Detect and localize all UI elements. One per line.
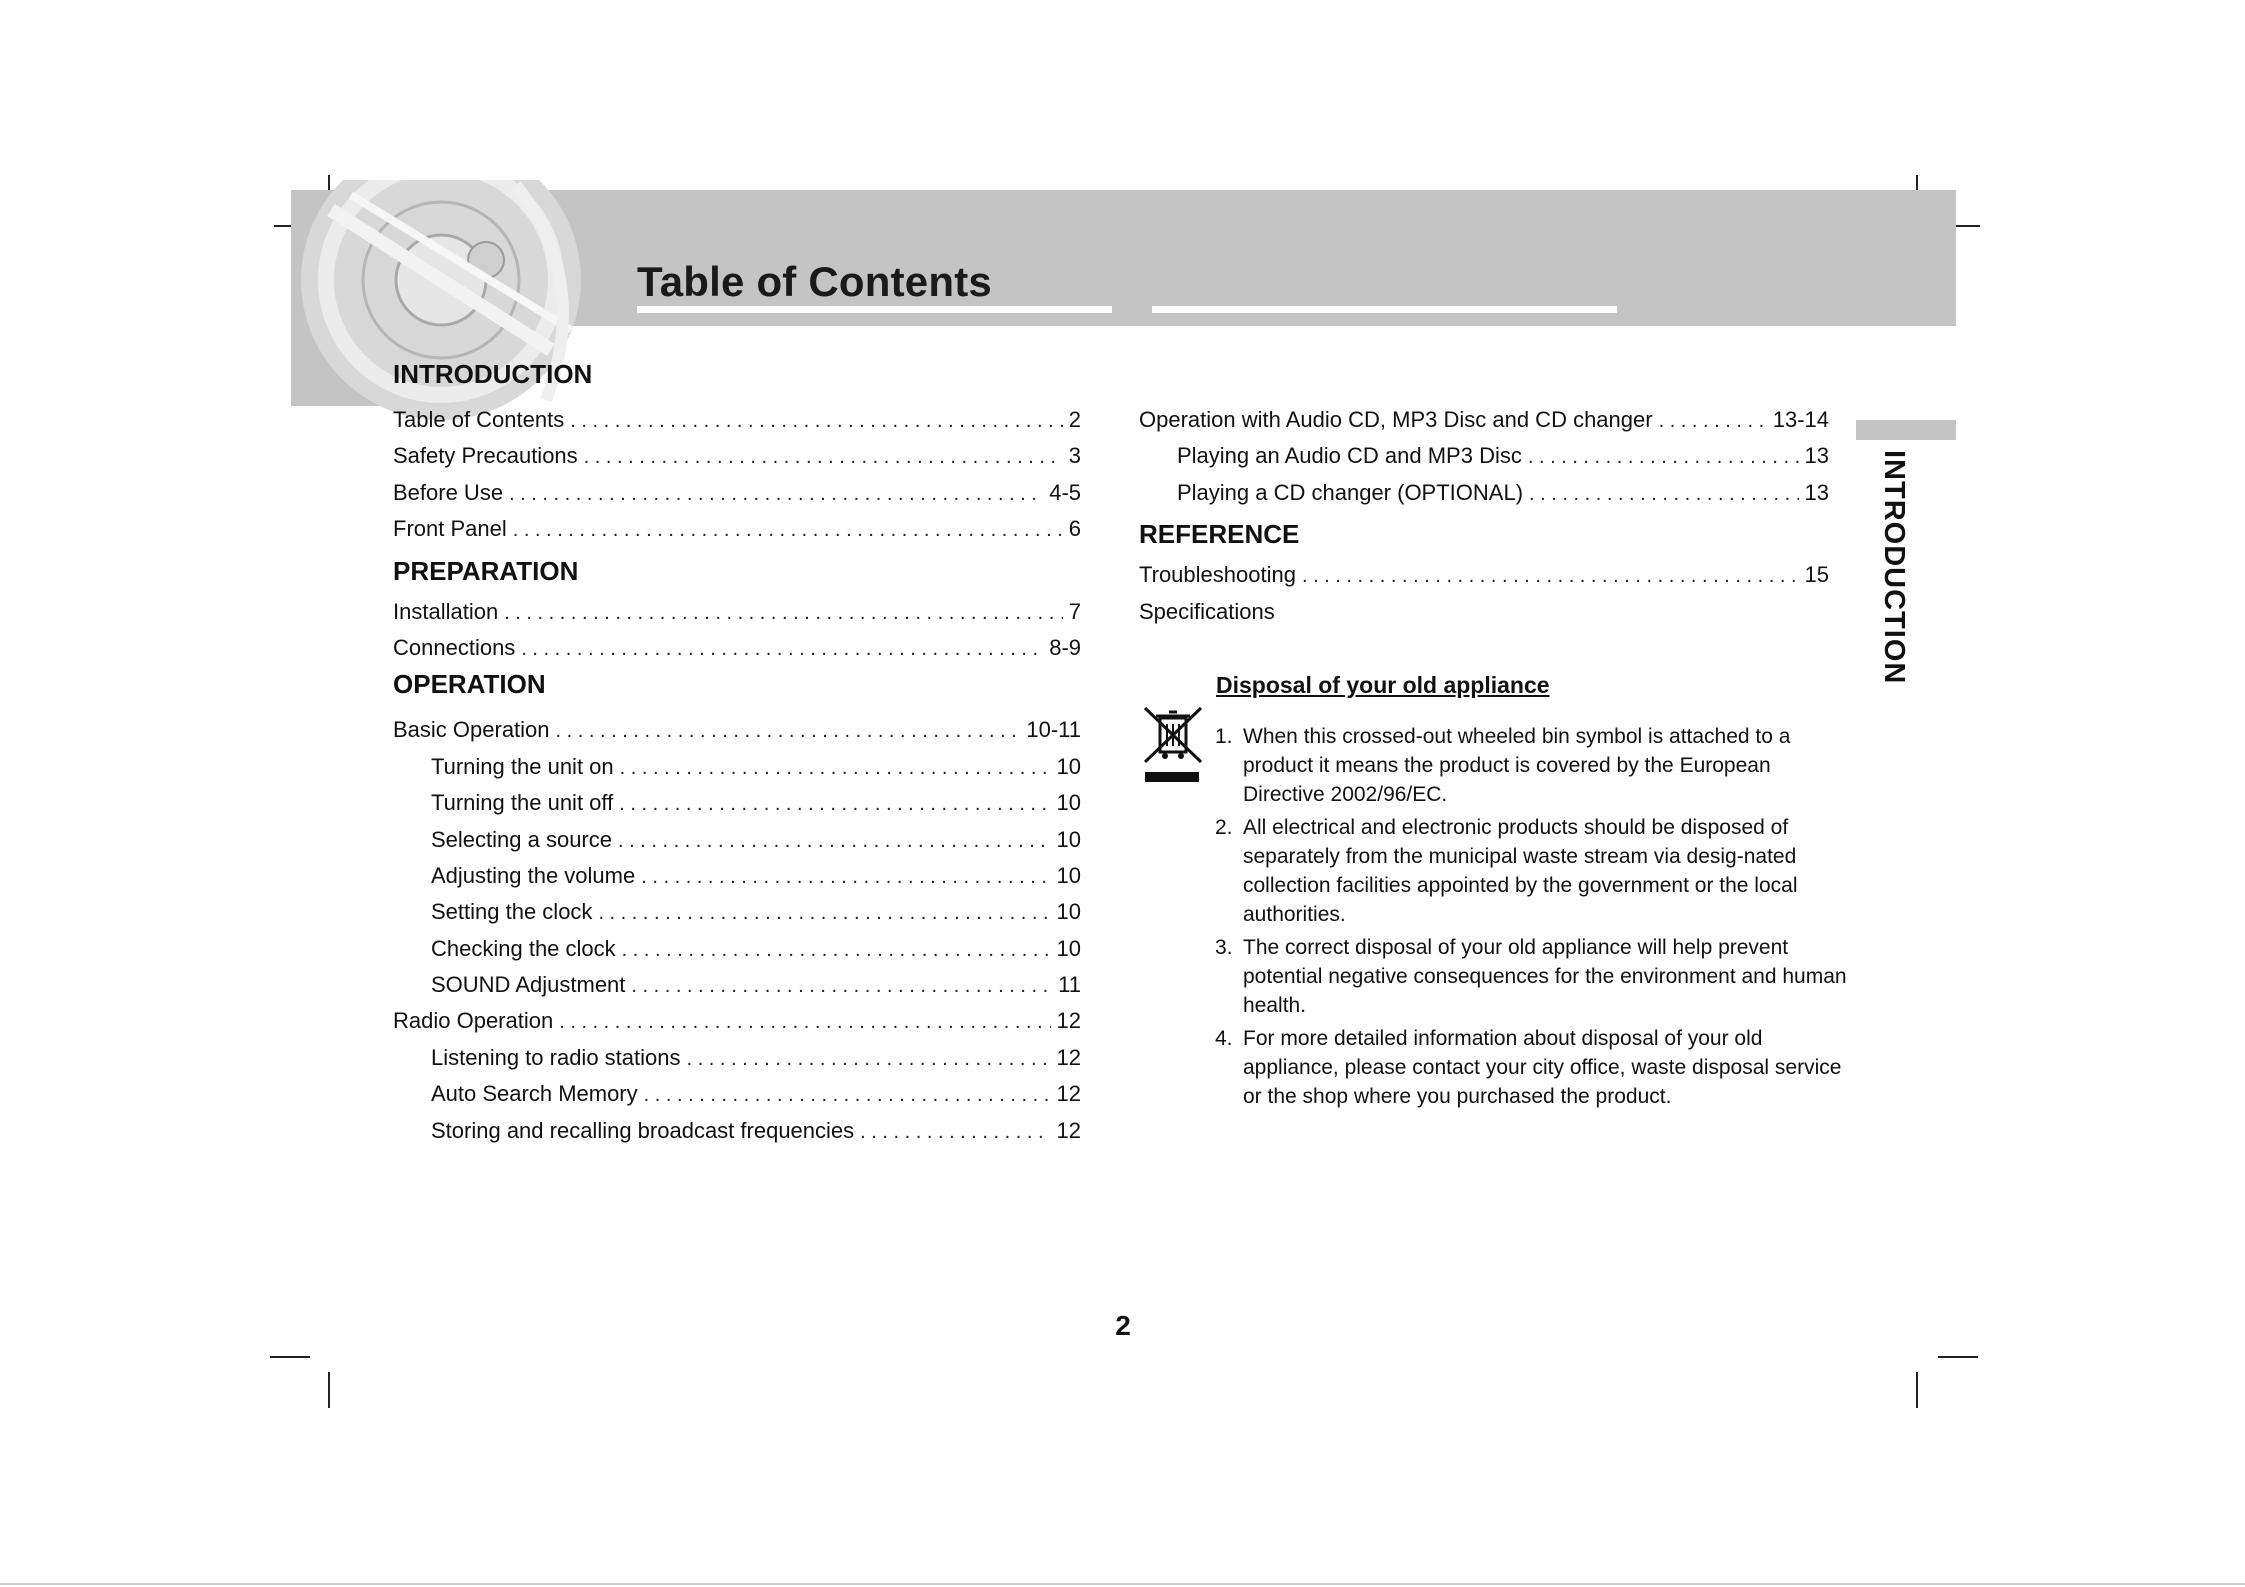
toc-entry[interactable] [1139,475,1829,511]
toc-entry-page: 6 [1068,516,1081,542]
toc-leader-dots [556,713,1021,749]
toc-entry[interactable] [393,438,1081,474]
toc-left-column [393,356,1081,1149]
toc-entry-page: 12 [1056,1117,1081,1143]
section-heading-reference: REFERENCE [1139,519,1300,550]
toc-leader-dots [598,895,1050,931]
toc-entry-label: Adjusting the volume [431,862,636,888]
toc-entry-page: 12 [1056,1044,1081,1070]
toc-entry-page: 8-9 [1049,634,1081,660]
toc-leader-dots [584,439,1063,475]
toc-entry-page: 13 [1804,443,1829,469]
toc-entry-label: Basic Operation [393,717,550,743]
toc-entry-page: 10 [1056,826,1081,852]
toc-entry-label: Playing an Audio CD and MP3 Disc [1177,443,1522,469]
disposal-item-text: For more detailed information about disposal of your old appliance, please contact your city office, waste disposal service or the shop where you purchased the product. [1243,1027,1842,1108]
toc-entry-label: Turning the unit on [431,753,614,779]
toc-entry[interactable] [393,785,1081,821]
disposal-item-number: 4. [1215,1027,1233,1050]
toc-entry-page: 10 [1056,935,1081,961]
toc-entry[interactable] [393,1040,1081,1076]
toc-entry[interactable] [393,894,1081,930]
section-heading-introduction: INTRODUCTION [393,359,593,389]
toc-leader-dots [631,968,1052,1004]
disposal-item-text: When this crossed-out wheeled bin symbol is attached to a product it means the product is covered by the European Directive 2002/96/EC. [1243,725,1791,806]
toc-entry-page: 4-5 [1049,479,1081,505]
bottom-rule [0,1583,2245,1585]
toc-entry[interactable] [393,858,1081,894]
toc-leader-dots [1302,558,1799,594]
toc-entry-page: 13 [1804,479,1829,505]
side-tab-label: INTRODUCTION [1878,450,1910,685]
disposal-item-number: 1. [1215,725,1233,748]
toc-entry-label: Troubleshooting [1139,562,1296,588]
disposal-item [1215,813,1855,929]
crop-mark [1916,1372,1918,1408]
toc-leader-dots [513,512,1063,548]
toc-entry-label: Before Use [393,479,504,505]
toc-leader-dots [1659,403,1767,439]
toc-entry-label: Front Panel [393,516,507,542]
toc-leader-dots [687,1041,1051,1077]
toc-entry-page: 11 [1058,972,1081,998]
toc-entry-label: Storing and recalling broadcast frequencies [431,1117,855,1143]
crop-mark [328,1372,330,1408]
toc-entry[interactable] [393,402,1081,438]
toc-entry-page: 10 [1056,899,1081,925]
disposal-list [1215,722,1855,1115]
toc-entry[interactable] [393,967,1081,1003]
toc-entry[interactable] [393,822,1081,858]
toc-right-column [1139,402,1829,630]
toc-leader-dots [641,859,1050,895]
page-title: Table of Contents [637,258,992,305]
toc-entry-label: Connections [393,634,516,660]
toc-entry-page: 10 [1056,862,1081,888]
toc-entry-label: Selecting a source [431,826,612,852]
toc-leader-dots [1529,476,1798,512]
toc-leader-dots [509,476,1043,512]
toc-leader-dots [618,823,1051,859]
disposal-item-text: The correct disposal of your old appliance will help prevent potential negative consequences for the environment and human health. [1243,936,1847,1017]
toc-entry-page: 10 [1056,790,1081,816]
toc-leader-dots [622,932,1051,968]
toc-entry[interactable] [393,712,1081,748]
toc-entry[interactable] [1139,402,1829,438]
disposal-item [1215,1024,1855,1111]
toc-leader-dots [559,1004,1050,1040]
toc-entry[interactable] [393,475,1081,511]
disposal-item [1215,933,1855,1020]
toc-entry[interactable] [1139,557,1829,593]
crop-mark [270,1356,310,1358]
toc-leader-dots [521,631,1043,667]
toc-leader-dots [619,786,1050,822]
toc-entry[interactable] [393,1003,1081,1039]
page-number: 2 [1115,1310,1131,1341]
toc-entry-page: 10 [1056,753,1081,779]
toc-leader-dots [620,750,1051,786]
toc-entry-page: 13-14 [1772,407,1829,432]
toc-entry-page: 12 [1056,1008,1081,1034]
toc-leader-dots [1528,439,1799,475]
title-underline [637,306,1112,313]
toc-entry[interactable] [393,749,1081,785]
toc-entry-label: Specifications [1139,598,1275,624]
toc-entry[interactable] [393,630,1081,666]
toc-entry[interactable] [1139,438,1829,474]
section-heading-preparation: PREPARATION [393,555,579,586]
toc-entry-label: Turning the unit off [431,790,614,816]
toc-entry[interactable] [393,1076,1081,1112]
disposal-item-text: All electrical and electronic products should be disposed of separately from the municipal waste stream via desig-nated collection facilities appointed by the government or the local authorities. [1243,816,1798,926]
title-underline [1152,306,1617,313]
toc-entry-page: 3 [1068,443,1081,469]
toc-entry[interactable] [393,931,1081,967]
crop-mark [1938,1356,1978,1358]
toc-entry-label: Operation with Audio CD, MP3 Disc and CD changer [1139,407,1653,432]
toc-entry-label: Radio Operation [393,1008,554,1034]
toc-entry-page: 10-11 [1026,717,1081,743]
disposal-title: Disposal of your old appliance [1216,672,1550,698]
section-heading-operation: OPERATION [393,669,546,700]
toc-entry-label: Auto Search Memory [431,1081,638,1107]
toc-entry-label: Playing a CD changer (OPTIONAL) [1177,479,1524,505]
crossed-out-wheeled-bin-icon [1139,704,1207,784]
toc-entry[interactable] [1139,594,1829,630]
disposal-item-number: 2. [1215,816,1233,839]
disposal-item [1215,722,1855,809]
toc-entry-page: 12 [1056,1081,1081,1107]
toc-entry[interactable] [393,511,1081,547]
toc-entry-label: SOUND Adjustment [431,972,626,998]
toc-leader-dots [644,1077,1051,1113]
toc-entry-label: Table of Contents [393,407,565,432]
toc-entry[interactable] [393,1113,1081,1149]
toc-leader-dots [504,595,1063,631]
toc-leader-dots [860,1114,1050,1150]
toc-entry-page: 15 [1804,562,1829,588]
toc-leader-dots [570,403,1063,439]
toc-entry[interactable] [393,594,1081,630]
toc-entry-label: Listening to radio stations [431,1044,681,1070]
toc-entry-label: Setting the clock [431,899,593,925]
toc-entry-label: Installation [393,598,499,624]
disposal-item-number: 3. [1215,936,1233,959]
toc-entry-label: Checking the clock [431,935,616,961]
toc-entry-label: Safety Precautions [393,443,578,469]
toc-entry-page: 2 [1068,407,1081,432]
toc-entry-page: 7 [1068,598,1081,624]
side-tab-bar [1856,420,1956,440]
